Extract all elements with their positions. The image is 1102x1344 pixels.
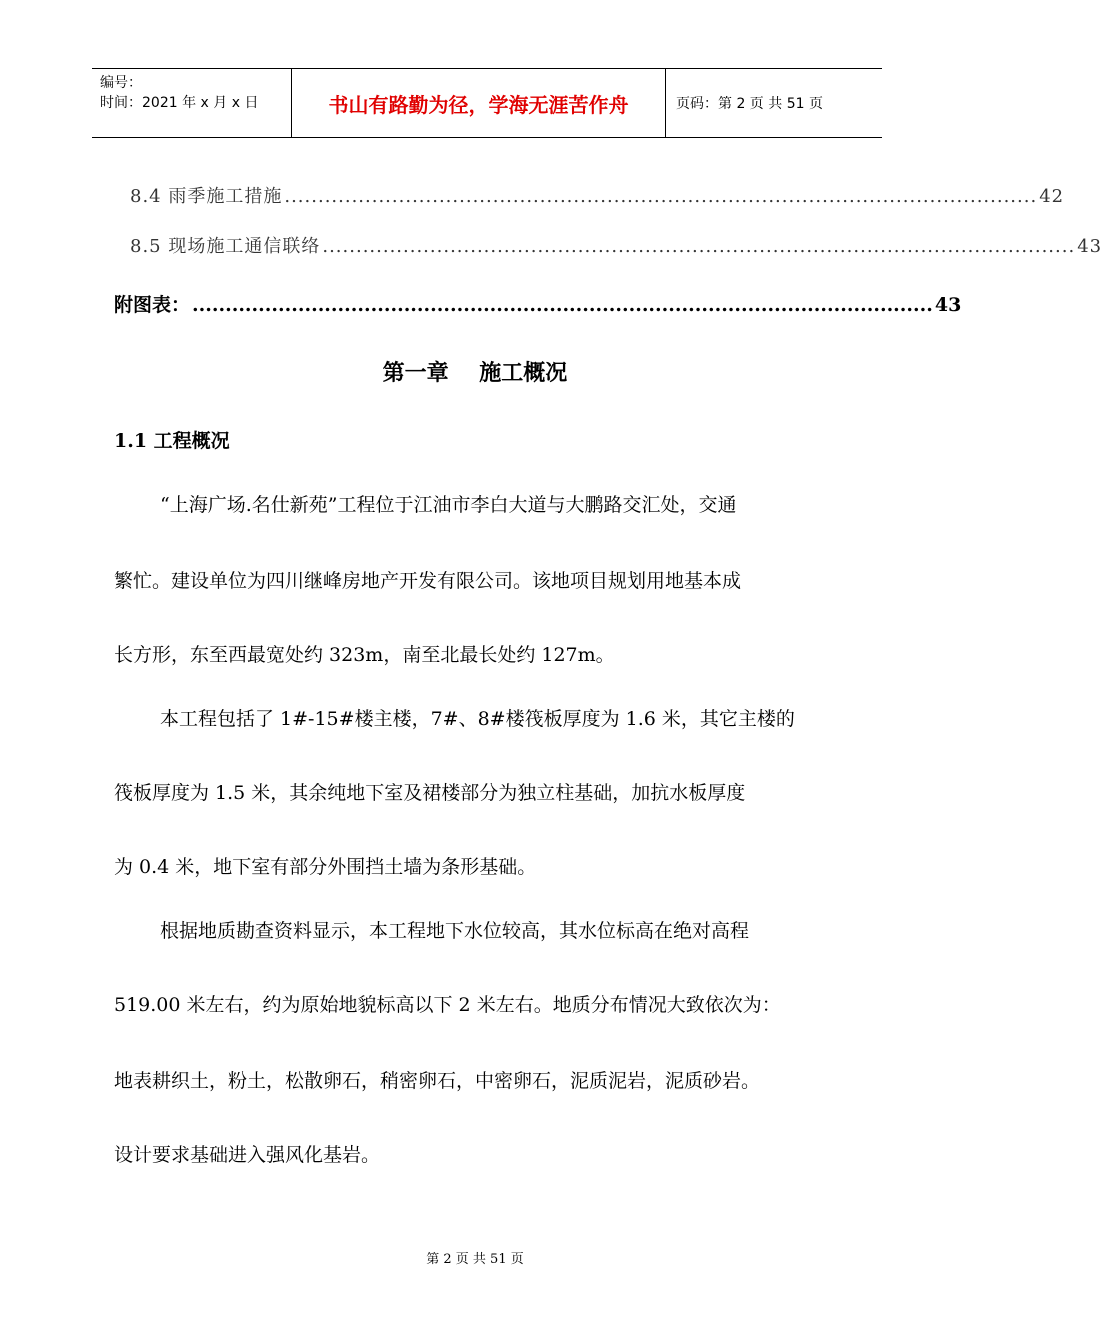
paragraph-line: 设计要求基础进入强风化基岩。	[114, 1144, 381, 1166]
paragraph-line: 519.00 米左右，约为原始地貌标高以下 2 米左右。地质分布情况大致依次为：	[114, 994, 781, 1016]
toc-entry[interactable]	[114, 290, 962, 317]
paragraph-line: 根据地质勘查资料显示，本工程地下水位较高，其水位标高在绝对高程	[160, 920, 750, 942]
toc-leader-dots: ................................................................................................................	[284, 186, 1038, 207]
paragraph-line: 地表耕织土，粉土，松散卵石，稍密卵石，中密卵石，泥质泥岩，泥质砂岩。	[114, 1070, 761, 1092]
page-header	[92, 68, 882, 138]
paragraph-line: 筏板厚度为 1.5 米，其余纯地下室及裙楼部分为独立柱基础，加抗水板厚度	[114, 782, 746, 804]
toc-leader-dots: ................................................................................................................	[322, 236, 1076, 257]
toc-entry[interactable]	[130, 232, 1102, 258]
toc-entry-title: 附图表：	[114, 294, 191, 316]
toc-leader-dots: ................................................................................................................	[192, 294, 933, 316]
toc-entry-title: 8.5 现场施工通信联络	[130, 236, 321, 257]
paragraph-line: 为 0.4 米，地下室有部分外围挡土墙为条形基础。	[114, 856, 537, 878]
toc-entry-page: 43	[1077, 236, 1102, 257]
paragraph-line: “上海广场.名仕新苑”工程位于江油市李白大道与大鹏路交汇处，交通	[160, 494, 737, 516]
toc-entry[interactable]	[130, 182, 1065, 208]
toc-entry-page: 42	[1039, 186, 1065, 207]
section-title: 1.1 工程概况	[114, 430, 230, 452]
toc-entry-title: 8.4 雨季施工措施	[130, 186, 283, 207]
chapter-title: 第一章 施工概况	[382, 360, 568, 386]
paragraph-line: 本工程包括了 1#-15#楼主楼，7#、8#楼筏板厚度为 1.6 米，其它主楼的	[160, 708, 795, 730]
page-footer: 第 2 页 共 51 页	[426, 1252, 524, 1267]
toc-entry-page: 43	[934, 294, 962, 316]
paragraph-line: 繁忙。建设单位为四川继峰房地产开发有限公司。该地项目规划用地基本成	[114, 570, 742, 592]
paragraph-line: 长方形，东至西最宽处约 323m，南至北最长处约 127m。	[114, 644, 615, 666]
document-date-label: 时间：2021 年 x 月 x 日	[100, 95, 259, 111]
header-motto: 书山有路勤为径，学海无涯苦作舟	[328, 92, 629, 117]
header-motto-cell	[292, 69, 666, 137]
document-code-label: 编号：	[100, 75, 142, 91]
header-meta-cell	[92, 69, 292, 137]
header-page-info: 页码：第 2 页 共 51 页	[676, 96, 823, 112]
